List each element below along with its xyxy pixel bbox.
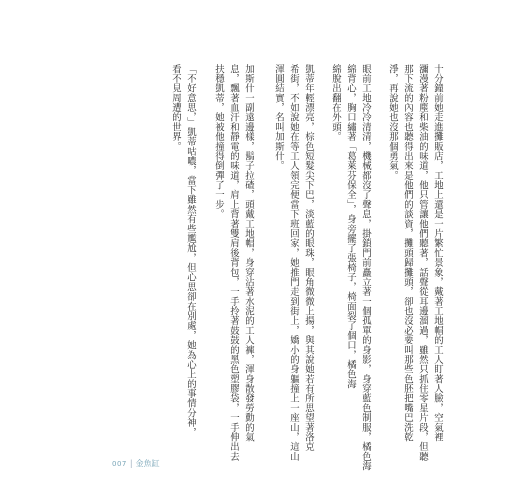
text-column: 息，飄著血汗和靜電的味道，肩上背著雙肩後背包，一手拎著鼓鼓的黑色塑膠袋，一手伸出去 xyxy=(228,64,239,462)
text-column: 綿脫出翻在外頭。 xyxy=(330,64,341,142)
text-column: 淨，再說她也沒那個勇氣。 xyxy=(387,64,398,181)
text-column: 十分鐘前她走進攤販店，工地上還是一片繁忙景象，戴著工地帽的工人盯著人臉，空氣裡 xyxy=(432,64,443,442)
footer-separator: | xyxy=(129,459,133,468)
text-column: 扶穩凱蒂，她被他撞得倒彈了一步。 xyxy=(213,64,224,220)
page-footer xyxy=(112,458,160,469)
text-column: 加斯什一副遠邊樣，鬍子拉碴，頭戴工地帽，身穿沾著水泥的工人褲，渾身散發勞動的氣 xyxy=(243,64,254,442)
text-column: 看不見周遭的世界。 xyxy=(170,64,181,152)
text-column: 那下流的內容也聽得出來是他們的談資，攤頭歸攤頭，卻也沒必要叫那些色胚把嘴巴洗乾 xyxy=(402,64,413,442)
text-column: 眼前工地冷冷清清，機械都沒了聲息，掛鎖門前矗立著一個孤單的身影，身穿藍色制服，橘色海 xyxy=(360,64,371,471)
text-column: 渾圓結實，名叫加斯什。 xyxy=(273,64,284,171)
page-number: 007 xyxy=(112,460,127,468)
text-column: 凱蒂年輕漂亮，棕色短髮尖下巴，淡藍的眼珠，眼角微微上揚，與其說她若有所思望著洛克 xyxy=(303,64,314,452)
text-column: 「不好意思，」凱蒂咕噥，當下雖然有些尷尬，但心思卻在別處，她為心上的事情分神， xyxy=(185,64,196,438)
book-title: 金魚缸 xyxy=(135,459,160,468)
text-column: 希街，不如說她在等工人領完便當下班回家，她推門走到街上，嬌小的身軀撞上一座山，這山 xyxy=(288,64,299,462)
text-column: 綿背心，胸口繡著「葛萊芬保全」，身旁擺了張椅子，椅面裂了個口，橘色海 xyxy=(345,64,356,389)
text-column: 瀰漫著粉塵和柴油的味道，他只管讓他們聽著，話聲從耳邊溜過，雖然只抓住零星片段，但聽 xyxy=(417,64,428,462)
